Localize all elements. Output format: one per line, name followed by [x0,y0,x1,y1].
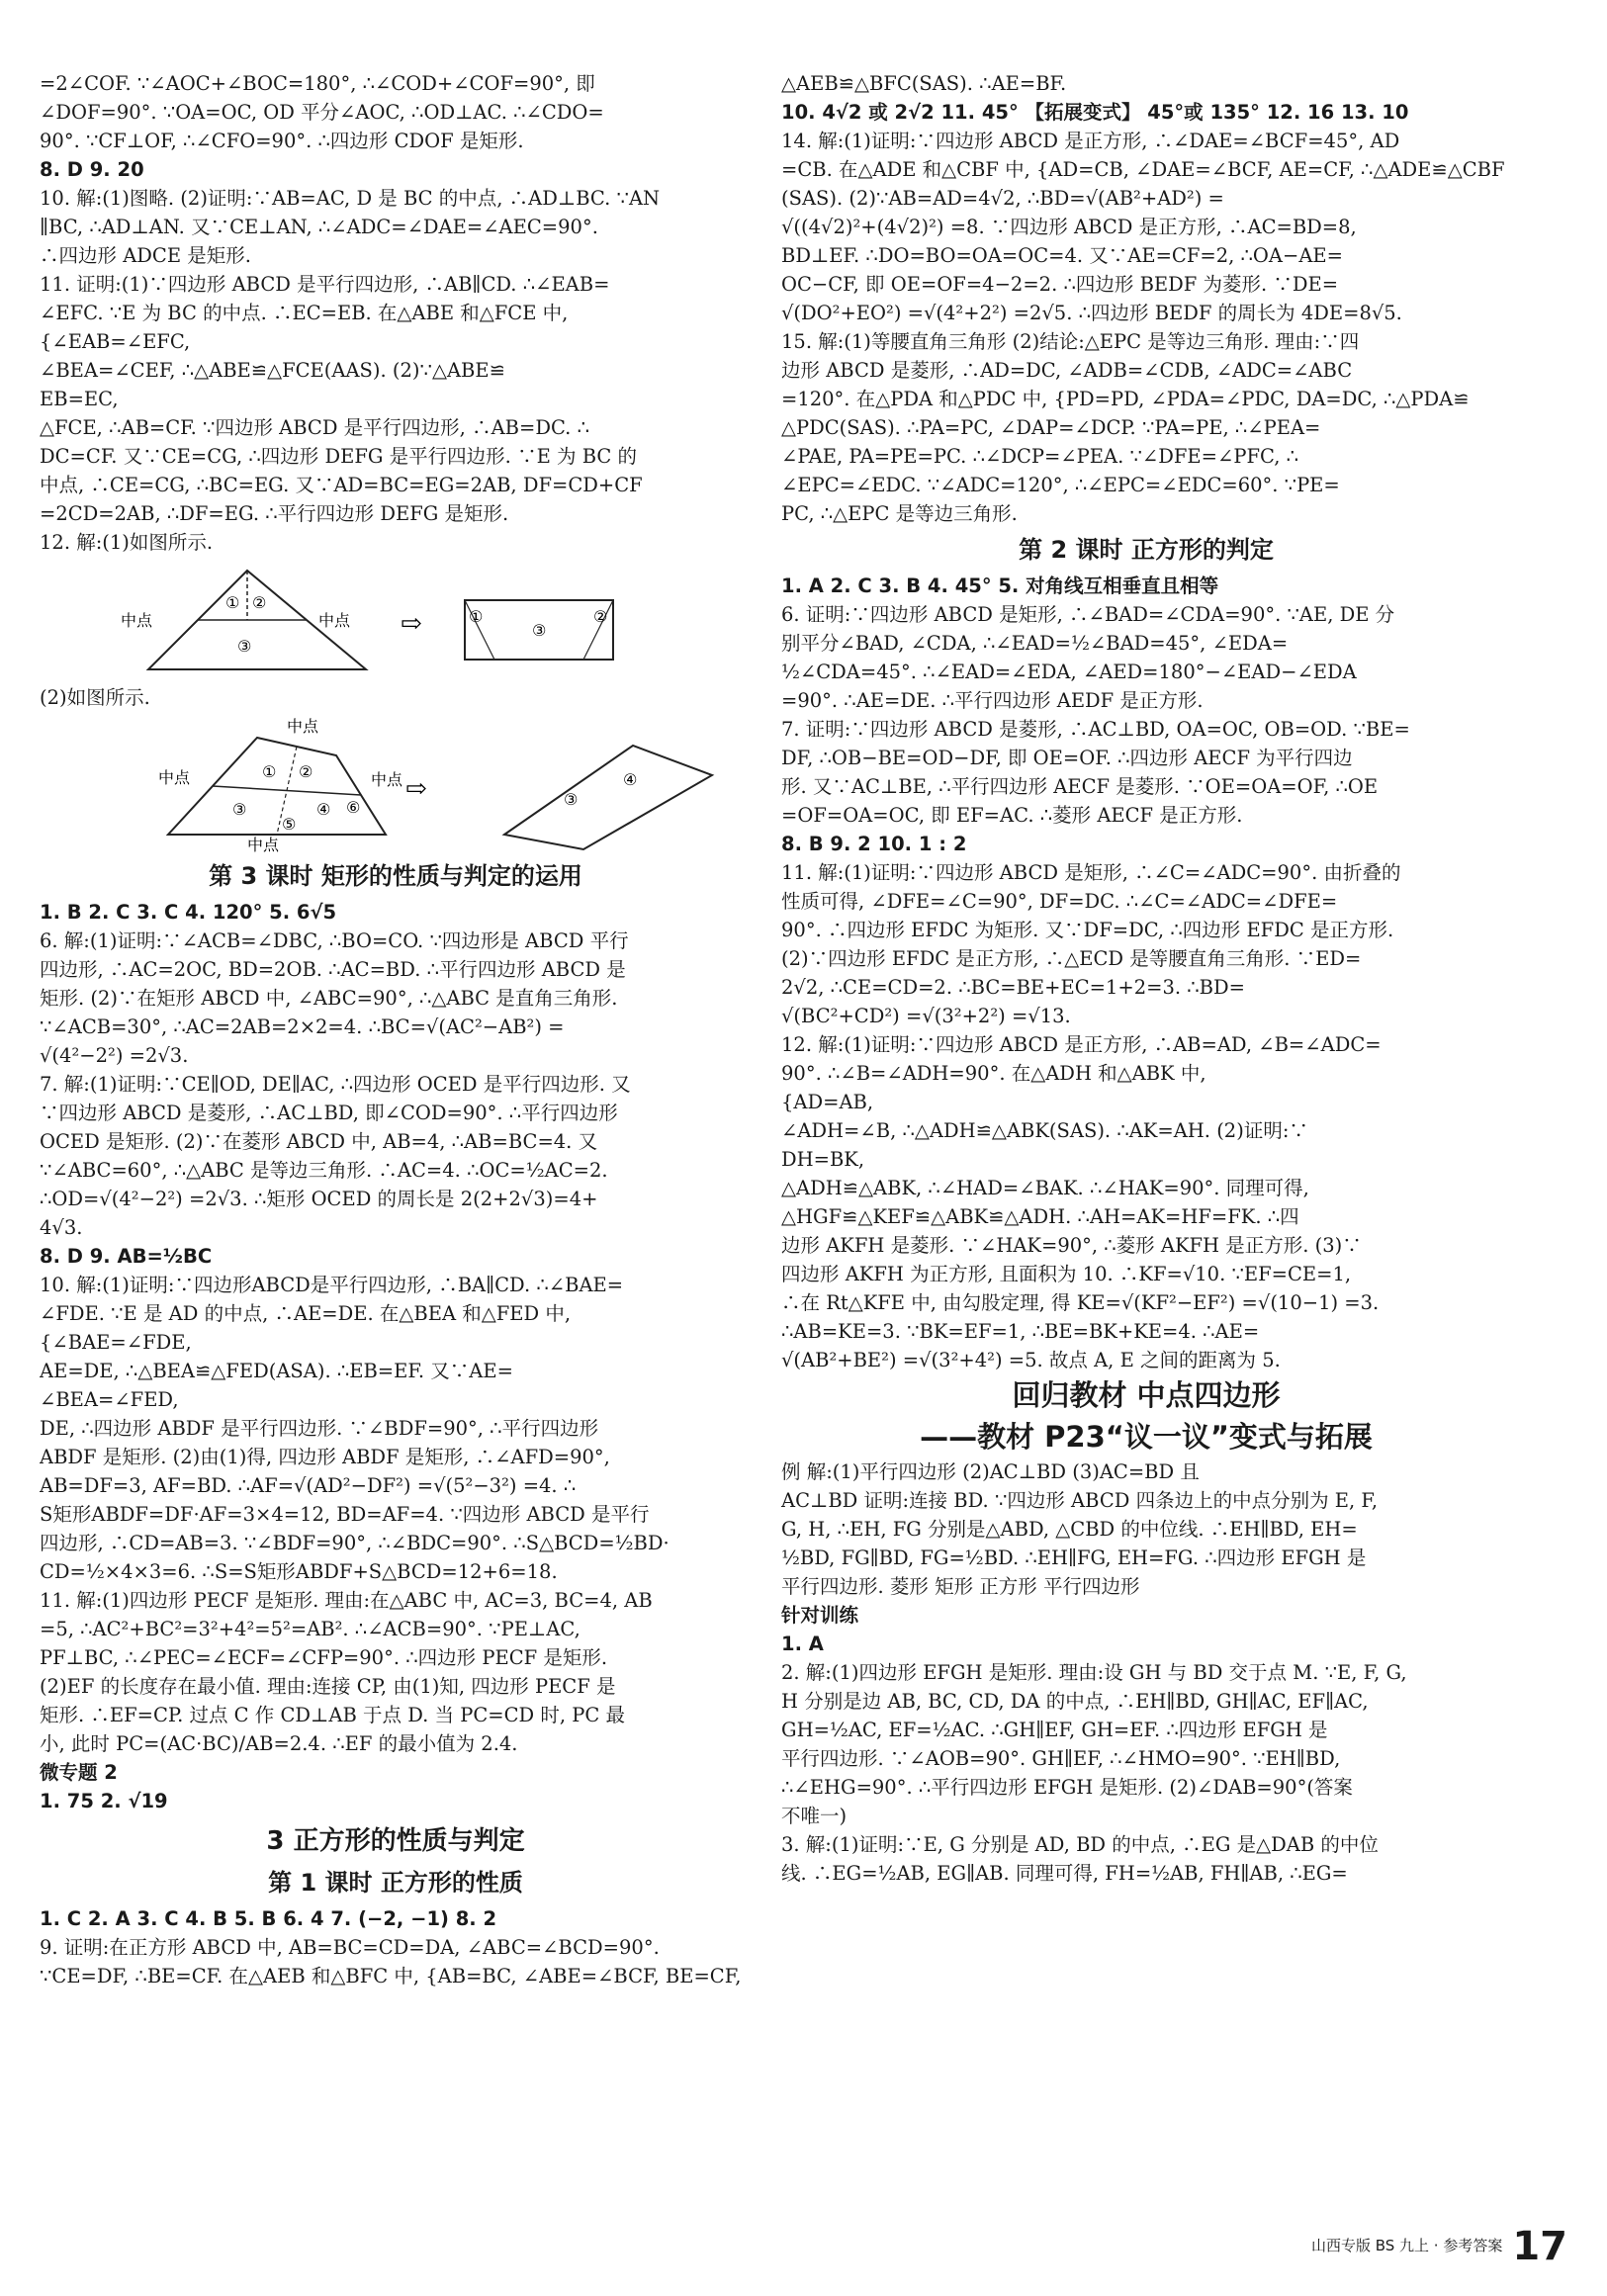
svg-text:③: ③ [532,621,547,640]
text-line: 中点, ∴CE=CG, ∴BC=EG. 又∵AD=BC=EG=2AB, DF=CD+CF [40,474,643,496]
fig2-midpoint-label-top: 中点 [287,717,319,736]
text-line: ∴四边形 ADCE 是矩形. [40,244,251,267]
text-line: 平行四边形. ∵∠AOB=90°. GH∥EF, ∴∠HMO=90°. ∵EH∥BD, [781,1747,1341,1770]
text-line: =2∠COF. ∵∠AOC+∠BOC=180°, ∴∠COD+∠COF=90°, 即 [40,72,595,95]
text-line: {∠BAE=∠FDE, [40,1331,192,1354]
text-line: 7. 解:(1)证明:∵CE∥OD, DE∥AC, ∴四边形 OCED 是平行四边形. 又 [40,1073,631,1096]
svg-text:③: ③ [232,800,247,819]
answer-line: 1. A 2. C 3. B 4. 45° 5. 对角线互相垂直且相等 [781,574,1219,597]
text-line: 边形 AKFH 是菱形. ∵∠HAK=90°, ∴菱形 AKFH 是正方形. (3)∵ [781,1234,1362,1257]
text-line: ∠BEA=∠FED, [40,1388,179,1411]
svg-text:①: ① [469,607,484,626]
text-line: (2)EF 的长度存在最小值. 理由:连接 CP, 由(1)知, 四边形 PECF 是 [40,1675,616,1698]
text-line: △HGF≌△KEF≌△ABK≌△ADH. ∴AH=AK=HF=FK. ∴四 [781,1205,1299,1228]
text-line: √(BC²+CD²) =√(3²+2²) =√13. [781,1005,1071,1027]
text-line: 小, 此时 PC=(AC·BC)/AB=2.4. ∴EF 的最小值为 2.4. [40,1732,518,1755]
text-line: 90°. ∴四边形 EFDC 为矩形. 又∵DF=DC, ∴四边形 EFDC 是正方形. [781,919,1394,941]
svg-text:②: ② [593,607,608,626]
text-line: 2√2, ∴CE=CD=2. ∴BC=BE+EC=1+2=3. ∴BD= [781,976,1245,999]
topic-label: 微专题 2 [40,1761,118,1784]
text-line: =2CD=2AB, ∴DF=EG. ∴平行四边形 DEFG 是矩形. [40,502,509,525]
answer-line: 1. B 2. C 3. C 4. 120° 5. 6√5 [40,901,337,924]
section-heading: 第 1 课时 正方形的性质 [268,1869,523,1897]
text-line: 线. ∴EG=½AB, EG∥AB. 同理可得, FH=½AB, FH∥AB, ∴EG= [781,1862,1348,1885]
text-line: 3. 解:(1)证明:∵E, G 分别是 AD, BD 的中点, ∴EG 是△DAB 的中位 [781,1833,1379,1856]
text-line: =90°. ∴AE=DE. ∴平行四边形 AEDF 是正方形. [781,689,1204,712]
right-column [781,69,1511,1888]
text-line: (SAS). (2)∵AB=AD=4√2, ∴BD=√(AB²+AD²) = [781,187,1224,210]
text-line: AE=DE, ∴△BEA≌△FED(ASA). ∴EB=EF. 又∵AE= [40,1360,513,1382]
text-line: ∴∠EHG=90°. ∴平行四边形 EFGH 是矩形. (2)∠DAB=90°(答案 [781,1776,1353,1799]
text-line: CD=½×4×3=6. ∴S=S矩形ABDF+S△BCD=12+6=18. [40,1560,558,1583]
chapter-subheading: ——教材 P23“议一议”变式与拓展 [920,1420,1373,1454]
answer-line: 8. D 9. AB=½BC [40,1245,213,1268]
answer-line: 10. 4√2 或 2√2 11. 45° 【拓展变式】 45°或 135° 12. 16 13. 10 [781,101,1409,124]
text-line: OCED 是矩形. (2)∵在菱形 ABCD 中, AB=4, ∴AB=BC=4. 又 [40,1130,598,1153]
text-line: G, H, ∴EH, FG 分别是△ABD, △CBD 的中位线. ∴EH∥BD, EH= [781,1518,1358,1541]
text-line: {AD=AB, [781,1091,874,1113]
text-line: 矩形. ∴EF=CP. 过点 C 作 CD⊥AB 于点 D. 当 PC=CD 时, PC 最 [40,1704,626,1726]
svg-text:③: ③ [237,637,252,656]
text-line: ∥BC, ∴AD⊥AN. 又∵CE⊥AN, ∴∠ADC=∠DAE=∠AEC=90°. [40,216,598,238]
figure-triangle-to-rectangle [40,561,732,679]
text-line: S矩形ABDF=DF·AF=3×4=12, BD=AF=4. ∵四边形 ABCD 是平行 [40,1503,650,1526]
answer-line: 1. C 2. A 3. C 4. B 5. B 6. 4 7. (−2, −1) 8. 2 [40,1907,497,1930]
text-line: =120°. 在△PDA 和△PDC 中, {PD=PD, ∠PDA=∠PDC, DA=DC, ∴△PDA≌ [781,388,1470,410]
text-line: 四边形 AKFH 为正方形, 且面积为 10. ∴KF=√10. ∵EF=CE=1, [781,1263,1352,1285]
text-line: =OF=OA=OC, 即 EF=AC. ∴菱形 AECF 是正方形. [781,804,1243,827]
text-line: GH=½AC, EF=½AC. ∴GH∥EF, GH=EF. ∴四边形 EFGH 是 [781,1719,1328,1741]
text-line: ∴AB=KE=3. ∵BK=EF=1, ∴BE=BK+KE=4. ∴AE= [781,1320,1260,1343]
text-line: 性质可得, ∠DFE=∠C=90°, DF=DC. ∴∠C=∠ADC=∠DFE= [781,890,1338,913]
text-line: ∠EPC=∠EDC. ∵∠ADC=120°, ∴∠EPC=∠EDC=60°. ∵PE= [781,474,1340,496]
text-line: √(4²−2²) =2√3. [40,1044,189,1067]
answer-line: 8. B 9. 2 10. 1 : 2 [781,833,967,855]
arrow-icon: ⇨ [405,774,427,804]
text-line: 矩形. (2)∵在矩形 ABCD 中, ∠ABC=90°, ∴△ABC 是直角三角形. [40,987,618,1010]
text-line: ∠PAE, PA=PE=PC. ∴∠DCP=∠PEA. ∵∠DFE=∠PFC, ∴ [781,445,1299,468]
text-line: 12. 解:(1)如图所示. [40,531,214,554]
chapter-heading: 3 正方形的性质与判定 [266,1826,525,1856]
answer-line: 1. A [781,1633,824,1655]
text-line: 90°. ∴∠B=∠ADH=90°. 在△ADH 和△ABK 中, [781,1062,1206,1085]
text-line: H 分别是边 AB, BC, CD, DA 的中点, ∴EH∥BD, GH∥AC, EF∥AC, [781,1690,1369,1713]
text-line: EB=EC, [40,388,119,410]
fig2-midpoint-label-left: 中点 [158,768,191,787]
svg-text:①: ① [262,762,277,781]
text-line: ∵CE=DF, ∴BE=CF. 在△AEB 和△BFC 中, {AB=BC, ∠ABE=∠BCF, BE=CF, [40,1965,742,1987]
svg-text:⑤: ⑤ [282,815,297,834]
text-line: ∴在 Rt△KFE 中, 由勾股定理, 得 KE=√(KF²−EF²) =√(10−1) =3. [781,1291,1380,1314]
text-line: (2)∵四边形 EFDC 是正方形, ∴△ECD 是等腰直角三角形. ∵ED= [781,947,1362,970]
text-line: 6. 解:(1)证明:∵∠ACB=∠DBC, ∴BO=CO. ∵四边形是 ABCD 平行 [40,929,629,952]
text-line: 10. 解:(1)证明:∵四边形ABCD是平行四边形, ∴BA∥CD. ∴∠BAE= [40,1274,624,1296]
text-line: {∠EAB=∠EFC, [40,330,191,353]
text-line: 11. 解:(1)四边形 PECF 是矩形. 理由:在△ABC 中, AC=3, BC=4, AB [40,1589,653,1612]
text-line: 12. 解:(1)证明:∵四边形 ABCD 是正方形, ∴AB=AD, ∠B=∠ADC= [781,1033,1382,1056]
svg-text:③: ③ [564,790,579,809]
text-line: DC=CF. 又∵CE=CG, ∴四边形 DEFG 是平行四边形. ∵E 为 BC 的 [40,445,638,468]
text-line: 例 解:(1)平行四边形 (2)AC⊥BD (3)AC=BD 且 [781,1460,1200,1483]
section-heading: 第 2 课时 正方形的判定 [1019,536,1274,564]
text-line: 90°. ∵CF⊥OF, ∴∠CFO=90°. ∴四边形 CDOF 是矩形. [40,130,524,152]
text-line: △PDC(SAS). ∴PA=PC, ∠DAP=∠DCP. ∵PA=PE, ∴∠PEA= [781,416,1321,439]
text-line: 平行四边形. 菱形 矩形 正方形 平行四边形 [781,1575,1140,1598]
text-line: 2. 解:(1)四边形 EFGH 是矩形. 理由:设 GH 与 BD 交于点 M. ∵E, F, G, [781,1661,1407,1684]
text-line: √(AB²+BE²) =√(3²+4²) =5. 故点 A, E 之间的距离为 5. [781,1349,1281,1371]
text-line: 9. 证明:在正方形 ABCD 中, AB=BC=CD=DA, ∠ABC=∠BCD=90°. [40,1936,660,1959]
page-footer [1311,2225,1567,2268]
text-line: ∠ADH=∠B, ∴△ADH≌△ABK(SAS). ∴AK=AH. (2)证明:∵ [781,1119,1308,1142]
text-line: (2)如图所示. [40,686,150,709]
section-heading: 第 3 课时 矩形的性质与判定的运用 [209,862,582,890]
svg-text:④: ④ [623,770,638,789]
text-line: ∵∠ABC=60°, ∴△ABC 是等边三角形. ∴AC=4. ∴OC=½AC=2. [40,1159,608,1182]
text-line: 形. 又∵AC⊥BE, ∴平行四边形 AECF 是菱形. ∵OE=OA=OF, ∴OE [781,775,1379,798]
text-line: ∠BEA=∠CEF, ∴△ABE≌△FCE(AAS). (2)∵△ABE≌ [40,359,505,382]
page-number: 17 [1512,2224,1567,2269]
text-line: 四边形, ∴CD=AB=3. ∵∠BDF=90°, ∴∠BDC=90°. ∴S△BCD=½BD· [40,1532,670,1554]
text-line: DE, ∴四边形 ABDF 是平行四边形. ∵∠BDF=90°, ∴平行四边形 [40,1417,599,1440]
footer-text: 山西专版 BS 九上 · 参考答案 [1310,2237,1503,2254]
text-line: 15. 解:(1)等腰直角三角形 (2)结论:△EPC 是等边三角形. 理由:∵四 [781,330,1360,353]
fig1-midpoint-label-b: 中点 [318,611,351,630]
text-line: 11. 解:(1)证明:∵四边形 ABCD 是矩形, ∴∠C=∠ADC=90°. 由折叠的 [781,861,1401,884]
svg-text:⑥: ⑥ [346,798,361,817]
text-line: BD⊥EF. ∴DO=BO=OA=OC=4. 又∵AE=CF=2, ∴OA−AE= [781,244,1343,267]
text-line: 四边形, ∴AC=2OC, BD=2OB. ∴AC=BD. ∴平行四边形 ABCD 是 [40,958,626,981]
text-line: =CB. 在△ADE 和△CBF 中, {AD=CB, ∠DAE=∠BCF, AE=CF, ∴△ADE≌△CBF [781,158,1505,181]
answer-line: 1. 75 2. √19 [40,1790,168,1812]
text-line: √((4√2)²+(4√2)²) =8. ∵四边形 ABCD 是正方形, ∴AC=BD=8, [781,216,1357,238]
text-line: 7. 证明:∵四边形 ABCD 是菱形, ∴AC⊥BD, OA=OC, OB=OD. ∵BE= [781,718,1410,741]
text-line: ½BD, FG∥BD, FG=½BD. ∴EH∥FG, EH=FG. ∴四边形 EFGH 是 [781,1546,1367,1569]
topic-label: 针对训练 [781,1604,859,1627]
text-line: 10. 解:(1)图略. (2)证明:∵AB=AC, D 是 BC 的中点, ∴AD⊥BC. ∵AN [40,187,661,210]
text-line: PC, ∴△EPC 是等边三角形. [781,502,1018,525]
fig2-midpoint-label-bottom: 中点 [247,836,280,854]
text-line: △AEB≌△BFC(SAS). ∴AE=BF. [781,72,1067,95]
text-line: ∠FDE. ∵E 是 AD 的中点, ∴AE=DE. 在△BEA 和△FED 中, [40,1302,572,1325]
text-line: ∴OD=√(4²−2²) =2√3. ∴矩形 OCED 的周长是 2(2+2√3)=4+ [40,1188,598,1210]
text-line: 11. 证明:(1)∵四边形 ABCD 是平行四边形, ∴AB∥CD. ∴∠EAB= [40,273,610,296]
text-line: △FCE, ∴AB=CF. ∵四边形 ABCD 是平行四边形, ∴AB=DC. ∴ [40,416,589,439]
text-line: PF⊥BC, ∴∠PEC=∠ECF=∠CFP=90°. ∴四边形 PECF 是矩形. [40,1646,608,1669]
answer-line: 8. D 9. 20 [40,158,144,181]
text-line: 别平分∠BAD, ∠CDA, ∴∠EAD=½∠BAD=45°, ∠EDA= [781,632,1289,655]
text-line: AB=DF=3, AF=BD. ∴AF=√(AD²−DF²) =√(5²−3²) =4. ∴ [40,1474,577,1497]
text-line: ½∠CDA=45°. ∴∠EAD=∠EDA, ∠AED=180°−∠EAD−∠EDA [781,661,1357,683]
figure-quadrilateral-to-parallelogram [40,716,732,854]
text-line: ∵四边形 ABCD 是菱形, ∴AC⊥BD, 即∠COD=90°. ∴平行四边形 [40,1102,618,1124]
text-line: 6. 证明:∵四边形 ABCD 是矩形, ∴∠BAD=∠CDA=90°. ∵AE, DE 分 [781,603,1395,626]
text-line: ABDF 是矩形. (2)由(1)得, 四边形 ABDF 是矩形, ∴∠AFD=90°, [40,1446,610,1468]
text-line: △ADH≌△ABK, ∴∠HAD=∠BAK. ∴∠HAK=90°. 同理可得, [781,1177,1309,1199]
text-line: ∵∠ACB=30°, ∴AC=2AB=2×2=4. ∴BC=√(AC²−AB²) = [40,1016,565,1038]
svg-text:④: ④ [316,800,331,819]
text-line: DF, ∴OB−BE=OD−DF, 即 OE=OF. ∴四边形 AECF 为平行四边 [781,747,1353,769]
text-line: ∠EFC. ∵E 为 BC 的中点. ∴EC=EB. 在△ABE 和△FCE 中, [40,302,569,324]
fig1-midpoint-label-a: 中点 [121,611,153,630]
text-line: DH=BK, [781,1148,865,1171]
text-line: 不唯一) [781,1805,848,1827]
chapter-heading: 回归教材 中点四边形 [1012,1378,1281,1412]
text-line: AC⊥BD 证明:连接 BD. ∵四边形 ABCD 四条边上的中点分别为 E, F, [781,1489,1379,1512]
text-line: OC−CF, 即 OE=OF=4−2=2. ∴四边形 BEDF 为菱形. ∵DE= [781,273,1339,296]
svg-text:②: ② [252,593,267,612]
text-line: √(DO²+EO²) =√(4²+2²) =2√5. ∴四边形 BEDF 的周长为 4DE=8√5. [781,302,1402,324]
svg-text:②: ② [299,762,313,781]
text-line: ∠DOF=90°. ∵OA=OC, OD 平分∠AOC, ∴OD⊥AC. ∴∠CDO= [40,101,604,124]
svg-text:①: ① [225,593,240,612]
text-line: 14. 解:(1)证明:∵四边形 ABCD 是正方形, ∴∠DAE=∠BCF=45°, AD [781,130,1400,152]
text-line: 边形 ABCD 是菱形, ∴AD=DC, ∠ADB=∠CDB, ∠ADC=∠ABC [781,359,1353,382]
text-line: =5, ∴AC²+BC²=3²+4²=5²=AB². ∴∠ACB=90°. ∵PE⊥AC, [40,1618,580,1640]
arrow-icon: ⇨ [401,609,422,639]
text-line: 4√3. [40,1216,83,1239]
left-column [40,69,752,1990]
fig2-midpoint-label-right: 中点 [371,770,403,789]
